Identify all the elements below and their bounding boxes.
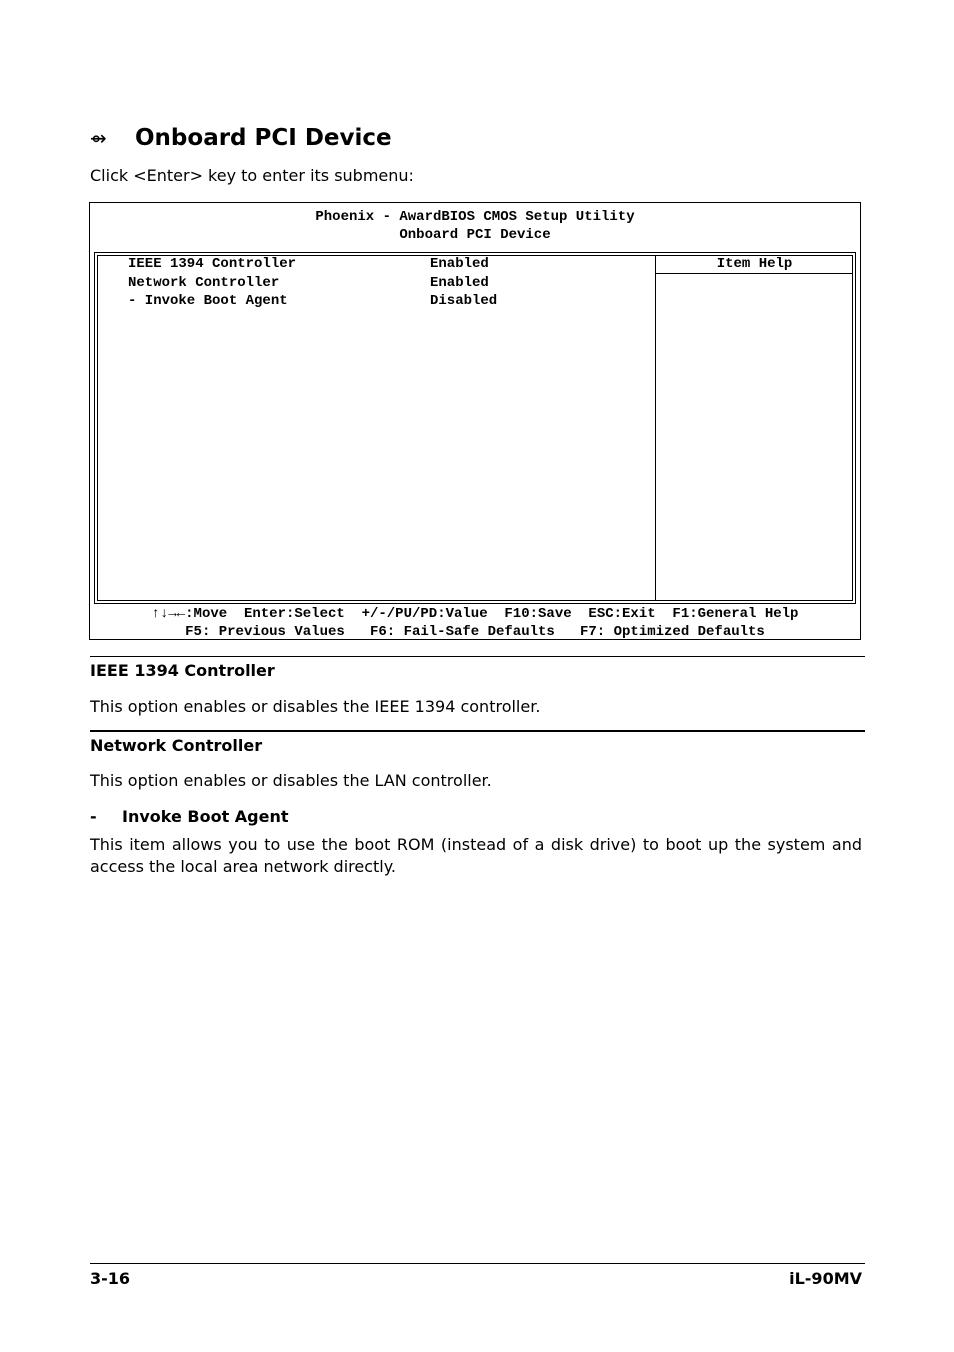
bios-menu-title: Onboard PCI Device <box>399 227 551 243</box>
section-divider <box>90 730 865 732</box>
option-ieee1394-name[interactable]: IEEE 1394 Controller <box>128 256 297 272</box>
model-name: iL-90MV <box>789 1269 862 1288</box>
page-number: 3-16 <box>90 1269 131 1288</box>
arrow-icon: ⇴ <box>90 126 107 150</box>
page-title-text: Onboard PCI Device <box>135 125 392 151</box>
footer-rule <box>90 1263 865 1264</box>
intro-text: Click <Enter> key to enter its submenu: <box>90 166 414 185</box>
boot-agent-heading-text: Invoke Boot Agent <box>122 807 289 826</box>
help-panel-divider <box>655 255 656 601</box>
option-network-name[interactable]: Network Controller <box>128 275 280 291</box>
bios-utility-title: Phoenix - AwardBIOS CMOS Setup Utility <box>315 209 635 225</box>
boot-agent-heading <box>90 806 289 828</box>
network-heading: Network Controller <box>90 736 263 755</box>
option-ieee1394-value[interactable]: Enabled <box>430 256 489 272</box>
option-boot-agent-name[interactable]: - Invoke Boot Agent <box>128 293 288 309</box>
section-divider <box>90 656 865 657</box>
ieee1394-description: This option enables or disables the IEEE 1394 controller. <box>90 697 541 716</box>
option-boot-agent-value[interactable]: Disabled <box>430 293 498 309</box>
ieee1394-heading: IEEE 1394 Controller <box>90 661 275 680</box>
item-help-header: Item Help <box>716 256 793 272</box>
key-legend-line2: F5: Previous Values F6: Fail-Safe Defaults F7: Optimized Defaults <box>185 624 765 640</box>
key-legend-line1: ↑↓→←:Move Enter:Select +/-/PU/PD:Value F10:Save ESC:Exit F1:General Help <box>151 606 799 622</box>
option-network-value[interactable]: Enabled <box>430 275 489 291</box>
network-description: This option enables or disables the LAN controller. <box>90 771 492 790</box>
help-header-divider <box>656 273 853 274</box>
boot-agent-description: This item allows you to use the boot ROM (instead of a disk drive) to boot up the system and access the local area network directly. <box>90 835 862 876</box>
page-title <box>90 122 392 154</box>
dash-marker: - <box>90 807 97 826</box>
